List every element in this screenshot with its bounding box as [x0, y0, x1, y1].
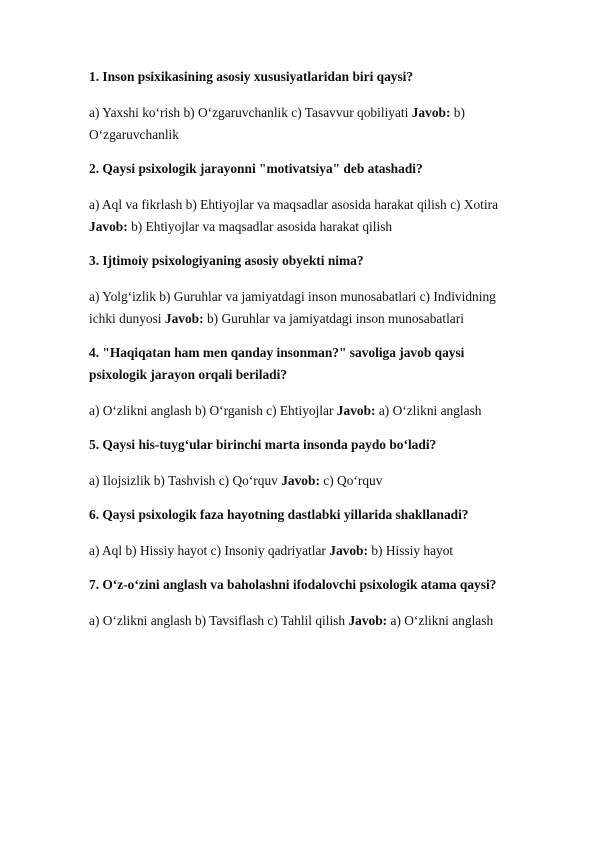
- options-2: a) Aql va fikrlash b) Ehtiyojlar va maqsadlar asosida harakat qilish c) Xotira: [89, 197, 499, 212]
- question-3: 3. Ijtimoiy psixologiyaning asosiy obyekti nima?: [89, 253, 364, 268]
- answer-block-1: [89, 102, 519, 146]
- options-6: a) Aql b) Hissiy hayot c) Insoniy qadriyatlar: [89, 543, 326, 558]
- question-5: 5. Qaysi his-tuyg‘ular birinchi marta insonda paydo bo‘ladi?: [89, 437, 437, 452]
- question-7: 7. O‘z-o‘zini anglash va baholashni ifodalovchi psixologik atama qaysi?: [89, 577, 497, 592]
- answer-block-7: [89, 610, 519, 632]
- options-3: a) Yolg‘izlik b) Guruhlar va jamiyatdagi inson munosabatlari c) Individning ichki dunyosi: [89, 289, 496, 326]
- answer-7: a) O‘zlikni anglash: [390, 613, 494, 628]
- answer-block-4: [89, 400, 519, 422]
- question-1: 1. Inson psixikasining asosiy xususiyatlaridan biri qaysi?: [89, 69, 414, 84]
- answer-2: b) Ehtiyojlar va maqsadlar asosida harakat qilish: [131, 219, 393, 234]
- answer-block-2: [89, 194, 519, 238]
- answer-label-6: Javob:: [329, 543, 368, 558]
- answer-label-5: Javob:: [281, 473, 320, 488]
- answer-block-5: [89, 470, 519, 492]
- answer-block-6: [89, 540, 519, 562]
- question-6: 6. Qaysi psixologik faza hayotning dastlabki yillarida shakllanadi?: [89, 507, 469, 522]
- answer-label-7: Javob:: [348, 613, 388, 628]
- answer-label-1: Javob:: [411, 105, 451, 120]
- answer-6: b) Hissiy hayot: [371, 543, 454, 558]
- document-page: [89, 66, 519, 632]
- answer-4: a) O‘zlikni anglash: [378, 403, 482, 418]
- answer-3: b) Guruhlar va jamiyatdagi inson munosabatlari: [206, 311, 464, 326]
- answer-block-3: [89, 286, 519, 330]
- answer-label-4: Javob:: [336, 403, 376, 418]
- answer-label-3: Javob:: [164, 311, 204, 326]
- question-2: 2. Qaysi psixologik jarayonni "motivatsiya" deb atashadi?: [89, 161, 423, 176]
- answer-1: b) O‘zgaruvchanlik: [89, 105, 465, 142]
- answer-5: c) Qo‘rquv: [323, 473, 383, 488]
- answer-label-2: Javob:: [89, 219, 128, 234]
- options-7: a) O‘zlikni anglash b) Tavsiflash c) Tahlil qilish: [89, 613, 346, 628]
- options-4: a) O‘zlikni anglash b) O‘rganish c) Ehtiyojlar: [89, 403, 334, 418]
- question-4: 4. "Haqiqatan ham men qanday insonman?" savoliga javob qaysi psixologik jarayon orqali beriladi?: [89, 345, 465, 382]
- options-1: a) Yaxshi ko‘rish b) O‘zgaruvchanlik c) Tasavvur qobiliyati: [89, 105, 409, 120]
- options-5: a) Ilojsizlik b) Tashvish c) Qo‘rquv: [89, 473, 278, 488]
